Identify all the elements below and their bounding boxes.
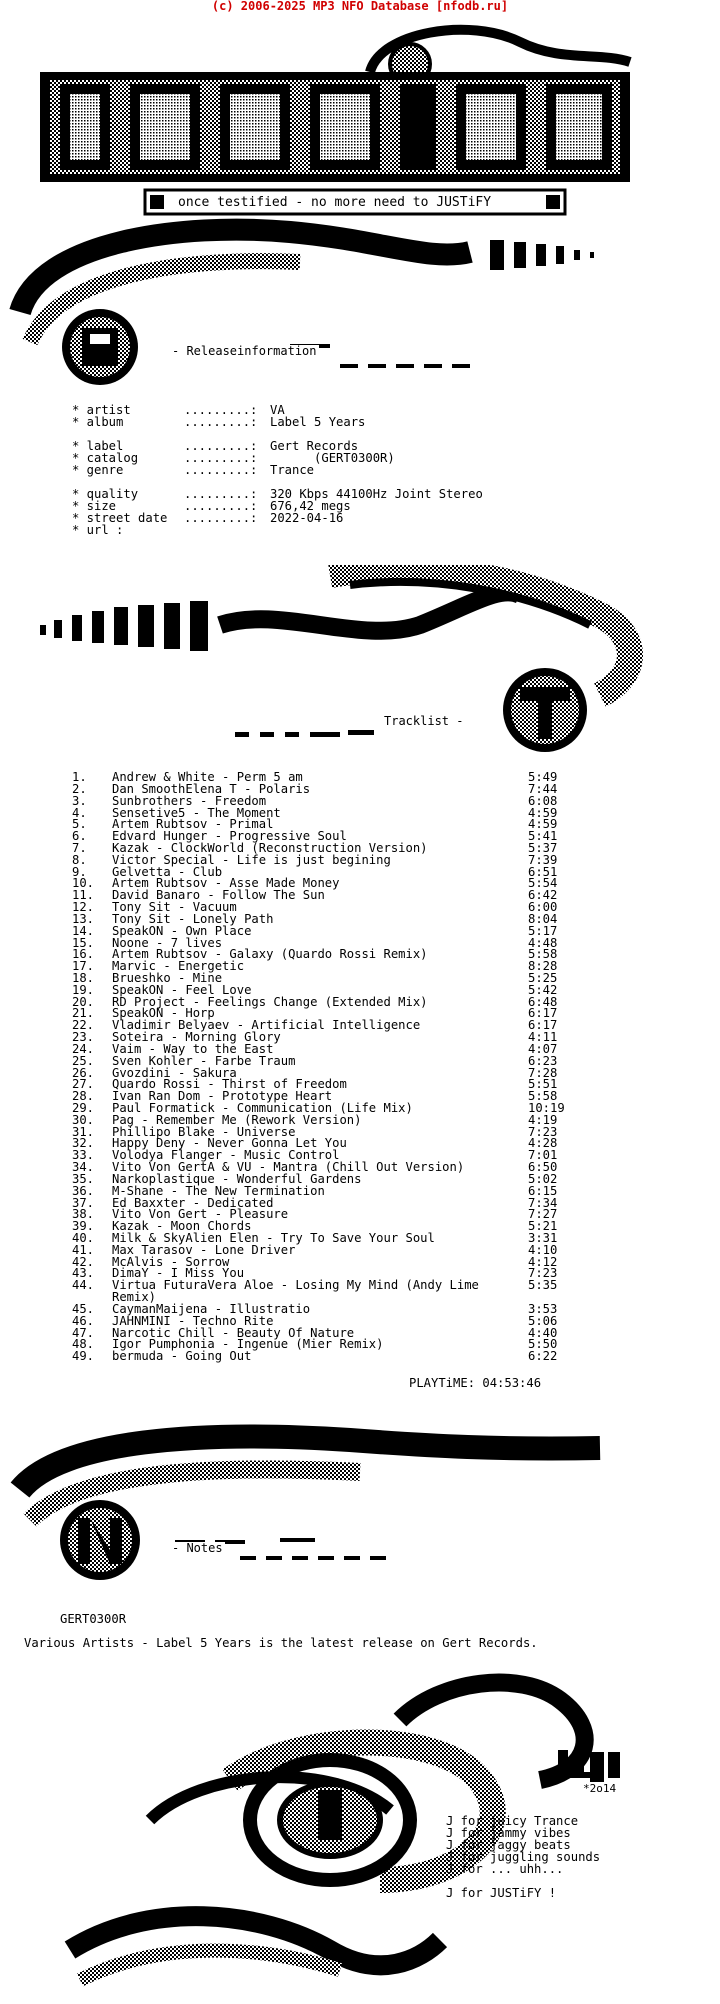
track-row [0,960,720,972]
track-number: 45. [72,1301,95,1316]
track-time: 3:53 [528,1301,558,1316]
track-row [0,972,720,984]
track-title: Dan SmoothElena T - Polaris [112,781,311,796]
track-row [0,771,720,783]
track-time: 5:02 [528,1171,558,1186]
track-title: Vito Von GertA & VU - Mantra (Chill Out Version) [112,1160,465,1175]
track-title: McAlvis - Sorrow [112,1254,230,1269]
track-time: 5:58 [528,1089,558,1104]
track-title: Max Tarasov - Lone Driver [112,1242,296,1257]
release-info-key: * artist [72,403,131,417]
section-title-releaseinfo: - Releaseinformation [172,344,317,358]
track-time: 4:59 [528,805,558,820]
track-row [0,1197,720,1209]
track-time: 5:50 [528,1337,558,1352]
footer-line: J for jammy vibes [446,1826,571,1840]
track-number: 9. [72,864,87,879]
track-row [0,1031,720,1043]
track-row [0,1208,720,1220]
track-number: 30. [72,1112,95,1127]
track-title: Narcotic Chill - Beauty Of Nature [112,1325,355,1340]
track-time: 7:34 [528,1195,558,1210]
track-time: 6:23 [528,1053,558,1068]
track-title: Edvard Hunger - Progressive Soul [112,829,347,844]
track-time: 3:31 [528,1231,558,1245]
track-title: Tony Sit - Vacuum [112,900,237,914]
track-title: Quardo Rossi - Thirst of Freedom [112,1077,347,1092]
track-number: 22. [72,1018,95,1033]
track-title: Marvic - Energetic [112,959,245,974]
track-time: 7:01 [528,1148,558,1163]
track-time: 7:23 [528,1124,558,1139]
track-time: 7:39 [528,852,558,867]
track-number: 38. [72,1207,95,1222]
track-time: 5:35 [528,1278,558,1293]
track-number: 11. [72,888,95,903]
track-number: 16. [72,947,95,962]
track-title: Kazak - ClockWorld (Reconstruction Version) [112,840,428,855]
track-number: 36. [72,1183,95,1198]
track-row [0,1019,720,1031]
footer-line: J for juggling sounds [446,1850,601,1864]
release-info-value: 2022-04-16 [270,511,344,525]
track-time: 4:28 [528,1136,558,1151]
track-row [0,783,720,795]
track-time: 4:40 [528,1325,558,1340]
track-number: 27. [72,1077,95,1092]
track-title: Artem Rubtsov - Galaxy (Quardo Rossi Remix) [112,947,428,962]
track-title: Milk & SkyAlien Elen - Try To Save Your Soul [112,1231,435,1245]
release-info-value: Trance [270,463,315,477]
track-title: Pag - Remember Me (Rework Version) [112,1112,362,1127]
release-info-value: Gert Records [270,439,359,453]
nfodb-header-link[interactable]: (c) 2006-2025 MP3 NFO Database [nfodb.ru] [211,0,509,13]
track-number: 7. [72,840,87,855]
track-title: M-Shane - The New Termination [112,1183,325,1198]
track-title: Virtua FuturaVera Aloe - Losing My Mind (Andy Lime [112,1278,479,1293]
track-time: 5:58 [528,947,558,962]
track-title: Phillipo Blake - Universe [112,1124,296,1139]
release-info-dots: .........: [184,415,258,429]
track-number: 5. [72,817,87,832]
track-title: Noone - 7 lives [112,935,223,950]
track-number: 3. [72,793,87,808]
track-title: Vladimir Belyaev - Artificial Intelligence [112,1018,421,1033]
track-title: Artem Rubtsov - Primal [112,817,274,832]
release-info-value: Label 5 Years [270,415,366,429]
track-time: 4:48 [528,935,558,950]
track-number: 41. [72,1242,95,1257]
track-title: Victor Special - Life is just begining [112,852,391,867]
release-info-value: (GERT0300R) [270,451,395,465]
track-number: 34. [72,1160,95,1175]
release-info-value: 320 Kbps 44100Hz Joint Stereo [270,487,483,501]
track-title: Sunbrothers - Freedom [112,793,267,808]
playtime: PLAYTiME: 04:53:46 [409,1376,542,1390]
track-number: 31. [72,1124,95,1139]
track-time: 5:41 [528,829,558,844]
track-time: 4:07 [528,1041,558,1056]
track-number: 28. [72,1089,95,1104]
notes-catalog: GERT0300R [60,1612,127,1626]
track-title: David Banaro - Follow The Sun [112,888,325,903]
track-number: 15. [72,935,95,950]
track-time: 6:17 [528,1006,558,1021]
release-info-value: 676,42 megs [270,499,351,513]
track-time: 5:51 [528,1077,558,1092]
track-title: Volodya Flanger - Music Control [112,1148,340,1163]
track-number: 17. [72,959,95,974]
track-number: 43. [72,1266,95,1281]
track-row [0,1126,720,1138]
track-title: Paul Formatick - Communication (Life Mix) [112,1101,413,1115]
footer-line: J for jaggy beats [446,1838,571,1852]
track-number: 33. [72,1148,95,1163]
track-time: 4:19 [528,1112,558,1127]
track-title: Ed Baxxter - Dedicated [112,1195,274,1210]
track-title: Sensetive5 - The Moment [112,805,281,820]
track-row [0,1291,720,1303]
release-info-key: * url : [72,523,124,537]
track-row [0,913,720,925]
track-number: 6. [72,829,87,844]
track-number: 13. [72,911,95,926]
track-row [0,807,720,819]
track-title: Soteira - Morning Glory [112,1030,281,1044]
track-title: Gvozdini - Sakura [112,1065,237,1080]
track-number: 14. [72,923,95,938]
track-title: Andrew & White - Perm 5 am [112,770,303,784]
track-row [0,818,720,830]
track-row [0,889,720,901]
track-time: 5:42 [528,982,558,997]
track-time: 10:19 [528,1101,565,1115]
track-time: 5:54 [528,876,558,891]
track-row [0,1315,720,1327]
track-time: 4:10 [528,1242,558,1257]
logo-tagline: once testified - no more need to JUSTiFY [178,195,492,210]
track-title: Igor Pumphonia - Ingenue (Mier Remix) [112,1337,384,1352]
track-title: Kazak - Moon Chords [112,1219,252,1234]
track-row [0,1043,720,1055]
track-title: SpeakON - Own Place [112,923,252,938]
track-time: 6:22 [528,1349,558,1364]
track-title: SpeakON - Horp [112,1006,215,1021]
track-row [0,1114,720,1126]
release-info-value: VA [270,403,285,417]
track-row [0,901,720,913]
release-info-dots: .........: [184,511,258,525]
footer-line: J for ... uhh... [446,1862,564,1876]
track-time: 5:06 [528,1313,558,1328]
track-title: SpeakON - Feel Love [112,982,252,997]
footer-signature-year: *2o14 [583,1782,617,1795]
track-number: 37. [72,1195,95,1210]
track-time: 6:08 [528,793,558,808]
release-info-key: * size [72,499,117,513]
track-number: 20. [72,994,95,1009]
track-title: Vaim - Way to the East [112,1041,274,1056]
track-time: 4:11 [528,1030,558,1044]
track-time: 7:23 [528,1266,558,1281]
track-number: 47. [72,1325,95,1340]
track-number: 21. [72,1006,95,1021]
track-time: 7:28 [528,1065,558,1080]
track-time: 7:27 [528,1207,558,1222]
footer-art [0,1660,720,2000]
track-row [0,795,720,807]
track-time: 6:51 [528,864,558,879]
track-row [0,984,720,996]
track-row [0,1279,720,1291]
release-info-key: * catalog [72,451,139,465]
release-info-dots: .........: [184,451,258,465]
track-row [0,854,720,866]
track-time: 6:50 [528,1160,558,1175]
track-number: 19. [72,982,95,997]
track-title: Ivan Ran Dom - Prototype Heart [112,1089,333,1104]
track-row [0,1137,720,1149]
track-row [0,1338,720,1350]
track-number: 25. [72,1053,95,1068]
track-title: JAHNMINI - Techno Rite [112,1313,274,1328]
track-time: 6:00 [528,900,558,914]
track-number: 49. [72,1349,95,1364]
track-row [0,948,720,960]
track-number: 32. [72,1136,95,1151]
track-time: 4:12 [528,1254,558,1269]
track-number: 8. [72,852,87,867]
track-title: RD Project - Feelings Change (Extended Mix) [112,994,428,1009]
track-title: bermuda - Going Out [112,1349,252,1364]
track-title: Sven Kohler - Farbe Traum [112,1053,296,1068]
track-row [0,1303,720,1315]
release-info-key: * street date [72,511,168,525]
release-info-key: * album [72,415,124,429]
track-row [0,1244,720,1256]
track-row [0,877,720,889]
release-info-dots: .........: [184,403,258,417]
track-number: 46. [72,1313,95,1328]
track-number: 48. [72,1337,95,1352]
track-row [0,1078,720,1090]
track-title: Tony Sit - Lonely Path [112,911,274,926]
track-number: 26. [72,1065,95,1080]
track-row [0,925,720,937]
track-number: 23. [72,1030,95,1044]
track-time: 6:17 [528,1018,558,1033]
release-info-dots: .........: [184,487,258,501]
track-time: 5:21 [528,1219,558,1234]
track-row [0,1232,720,1244]
track-title: Brueshko - Mine [112,970,223,985]
release-info-key: * label [72,439,124,453]
track-number: 39. [72,1219,95,1234]
track-row [0,1055,720,1067]
track-row [0,1067,720,1079]
track-time: 4:59 [528,817,558,832]
track-title: Happy Deny - Never Gonna Let You [112,1136,347,1151]
track-number: 40. [72,1231,95,1245]
track-time: 8:28 [528,959,558,974]
track-time: 5:37 [528,840,558,855]
track-number: 10. [72,876,95,891]
section-title-notes: - Notes [172,1541,223,1555]
track-time: 8:04 [528,911,558,926]
track-number: 24. [72,1041,95,1056]
track-number: 12. [72,900,95,914]
track-row [0,996,720,1008]
release-info-dots: .........: [184,463,258,477]
track-title: Remix) [112,1290,157,1305]
track-time: 6:48 [528,994,558,1009]
track-title: Narkoplastique - Wonderful Gardens [112,1171,362,1186]
release-info-key: * genre [72,463,124,477]
notes-art [0,1410,720,1590]
footer-line: J for juicy Trance [446,1814,579,1828]
track-number: 42. [72,1254,95,1269]
track-time: 6:15 [528,1183,558,1198]
release-info-key: * quality [72,487,139,501]
footer-line: J for JUSTiFY ! [446,1886,557,1900]
track-time: 7:44 [528,781,558,796]
track-time: 5:17 [528,923,558,938]
track-time: 5:25 [528,970,558,985]
track-number: 1. [72,770,87,784]
track-time: 5:49 [528,770,558,784]
track-number: 29. [72,1101,95,1115]
track-row [0,866,720,878]
track-number: 4. [72,805,87,820]
track-number: 2. [72,781,87,796]
track-row [0,1256,720,1268]
track-title: Artem Rubtsov - Asse Made Money [112,876,340,891]
release-info-dots: .........: [184,439,258,453]
track-title: Vito Von Gert - Pleasure [112,1207,289,1222]
track-title: CaymanMaijena - Illustratio [112,1301,311,1316]
track-row [0,1173,720,1185]
track-row [0,1185,720,1197]
tracklist-art [0,565,720,755]
track-number: 18. [72,970,95,985]
release-info-dots: .........: [184,499,258,513]
track-number: 44. [72,1278,95,1293]
track-row [0,1350,720,1362]
track-title: Gelvetta - Club [112,864,223,879]
notes-text: Various Artists - Label 5 Years is the latest release on Gert Records. [24,1636,538,1650]
track-title: DimaY - I Miss You [112,1266,245,1281]
section-title-tracklist: Tracklist - [384,714,464,728]
track-number: 35. [72,1171,95,1186]
track-time: 6:42 [528,888,558,903]
